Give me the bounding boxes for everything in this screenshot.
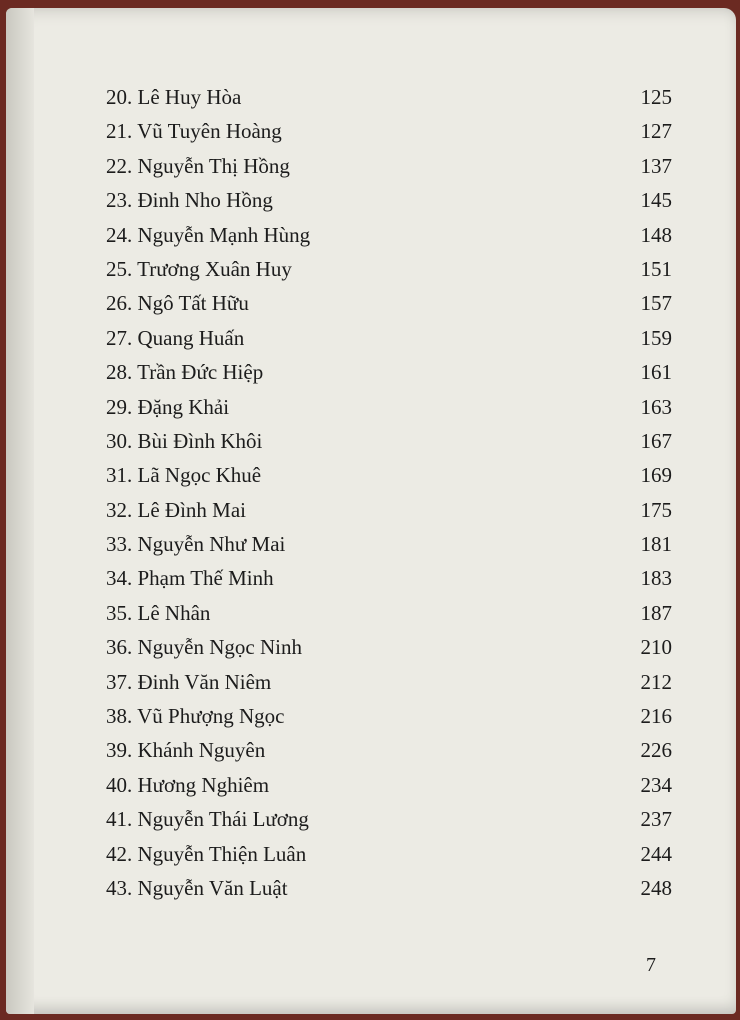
toc-entry	[106, 149, 672, 183]
toc-entry-title: 25. Trương Xuân Huy	[106, 256, 292, 281]
toc-entry-page: 234	[640, 772, 672, 797]
toc-entry-page: 216	[640, 704, 672, 729]
toc-entry	[106, 424, 672, 458]
toc-entry-title: 35. Lê Nhân	[106, 600, 211, 625]
toc-entry-title: 26. Ngô Tất Hữu	[106, 291, 249, 316]
toc-entry-title: 31. Lã Ngọc Khuê	[106, 463, 262, 488]
toc-entry-page: 187	[640, 600, 672, 625]
toc-entry	[106, 630, 672, 664]
toc-entry	[106, 218, 672, 252]
toc-entry-title: 27. Quang Huấn	[106, 325, 245, 350]
toc-entry-page: 212	[640, 669, 672, 694]
toc-entry	[106, 596, 672, 630]
toc-entry	[106, 837, 672, 871]
toc-entry-title: 24. Nguyễn Mạnh Hùng	[106, 222, 311, 247]
toc-entry	[106, 802, 672, 836]
toc-entry-title: 38. Vũ Phượng Ngọc	[106, 704, 285, 729]
toc-entry-page: 161	[640, 360, 672, 385]
toc-entry-page: 163	[640, 394, 672, 419]
toc-entry-page: 167	[640, 428, 672, 453]
toc-entry-page: 210	[640, 635, 672, 660]
toc-entry-title: 23. Đinh Nho Hồng	[106, 188, 273, 213]
toc-entry-page: 175	[640, 497, 672, 522]
toc-entry-title: 32. Lê Đình Mai	[106, 497, 246, 522]
toc-entry	[106, 252, 672, 286]
toc-entry-page: 183	[640, 566, 672, 591]
toc-entry-page: 159	[640, 325, 672, 350]
toc-entry-title: 42. Nguyễn Thiện Luân	[106, 841, 307, 866]
toc-entry-title: 41. Nguyễn Thái Lương	[106, 807, 309, 832]
toc-entry-page: 226	[640, 738, 672, 763]
toc-entry-page: 137	[640, 153, 672, 178]
toc-entry	[106, 871, 672, 905]
toc-entry-page: 151	[640, 256, 672, 281]
page-fold	[6, 8, 34, 1014]
toc-entry-title: 40. Hương Nghiêm	[106, 772, 270, 797]
toc-entry	[106, 561, 672, 595]
toc-entry	[106, 527, 672, 561]
toc-entry-title: 33. Nguyễn Như Mai	[106, 532, 286, 557]
toc-entry	[106, 286, 672, 320]
toc-entry-page: 181	[640, 532, 672, 557]
toc-entry-page: 244	[640, 841, 672, 866]
toc-entry-title: 30. Bùi Đình Khôi	[106, 428, 263, 453]
toc-entry	[106, 355, 672, 389]
toc-entry-title: 34. Phạm Thế Minh	[106, 566, 274, 591]
toc-entry-title: 29. Đặng Khải	[106, 394, 230, 419]
toc-entry-title: 21. Vũ Tuyên Hoàng	[106, 119, 282, 144]
toc-entry-page: 169	[640, 463, 672, 488]
toc-entry	[106, 768, 672, 802]
toc-entry	[106, 665, 672, 699]
page-number: 7	[646, 954, 656, 976]
toc-entry-page: 248	[640, 875, 672, 900]
toc-entry	[106, 390, 672, 424]
toc-entry	[106, 458, 672, 492]
table-of-contents	[106, 80, 672, 905]
toc-entry	[106, 733, 672, 767]
toc-entry-title: 43. Nguyễn Văn Luật	[106, 875, 288, 900]
toc-entry-page: 148	[640, 222, 672, 247]
toc-entry-page: 157	[640, 291, 672, 316]
toc-entry	[106, 183, 672, 217]
toc-entry-title: 36. Nguyễn Ngọc Ninh	[106, 635, 302, 660]
book-page	[6, 8, 736, 1014]
toc-entry	[106, 114, 672, 148]
toc-entry-title: 39. Khánh Nguyên	[106, 738, 266, 763]
toc-entry-title: 37. Đinh Văn Niêm	[106, 669, 272, 694]
toc-entry-page: 127	[640, 119, 672, 144]
toc-entry-page: 125	[640, 85, 672, 109]
toc-entry	[106, 699, 672, 733]
toc-entry	[106, 493, 672, 527]
toc-entry-page: 237	[640, 807, 672, 832]
toc-entry-title: 20. Lê Huy Hòa	[106, 85, 242, 109]
toc-entry-page: 145	[640, 188, 672, 213]
toc-entry	[106, 321, 672, 355]
toc-entry-title: 28. Trần Đức Hiệp	[106, 360, 264, 385]
toc-entry-title: 22. Nguyễn Thị Hồng	[106, 153, 290, 178]
toc-entry	[106, 80, 672, 114]
